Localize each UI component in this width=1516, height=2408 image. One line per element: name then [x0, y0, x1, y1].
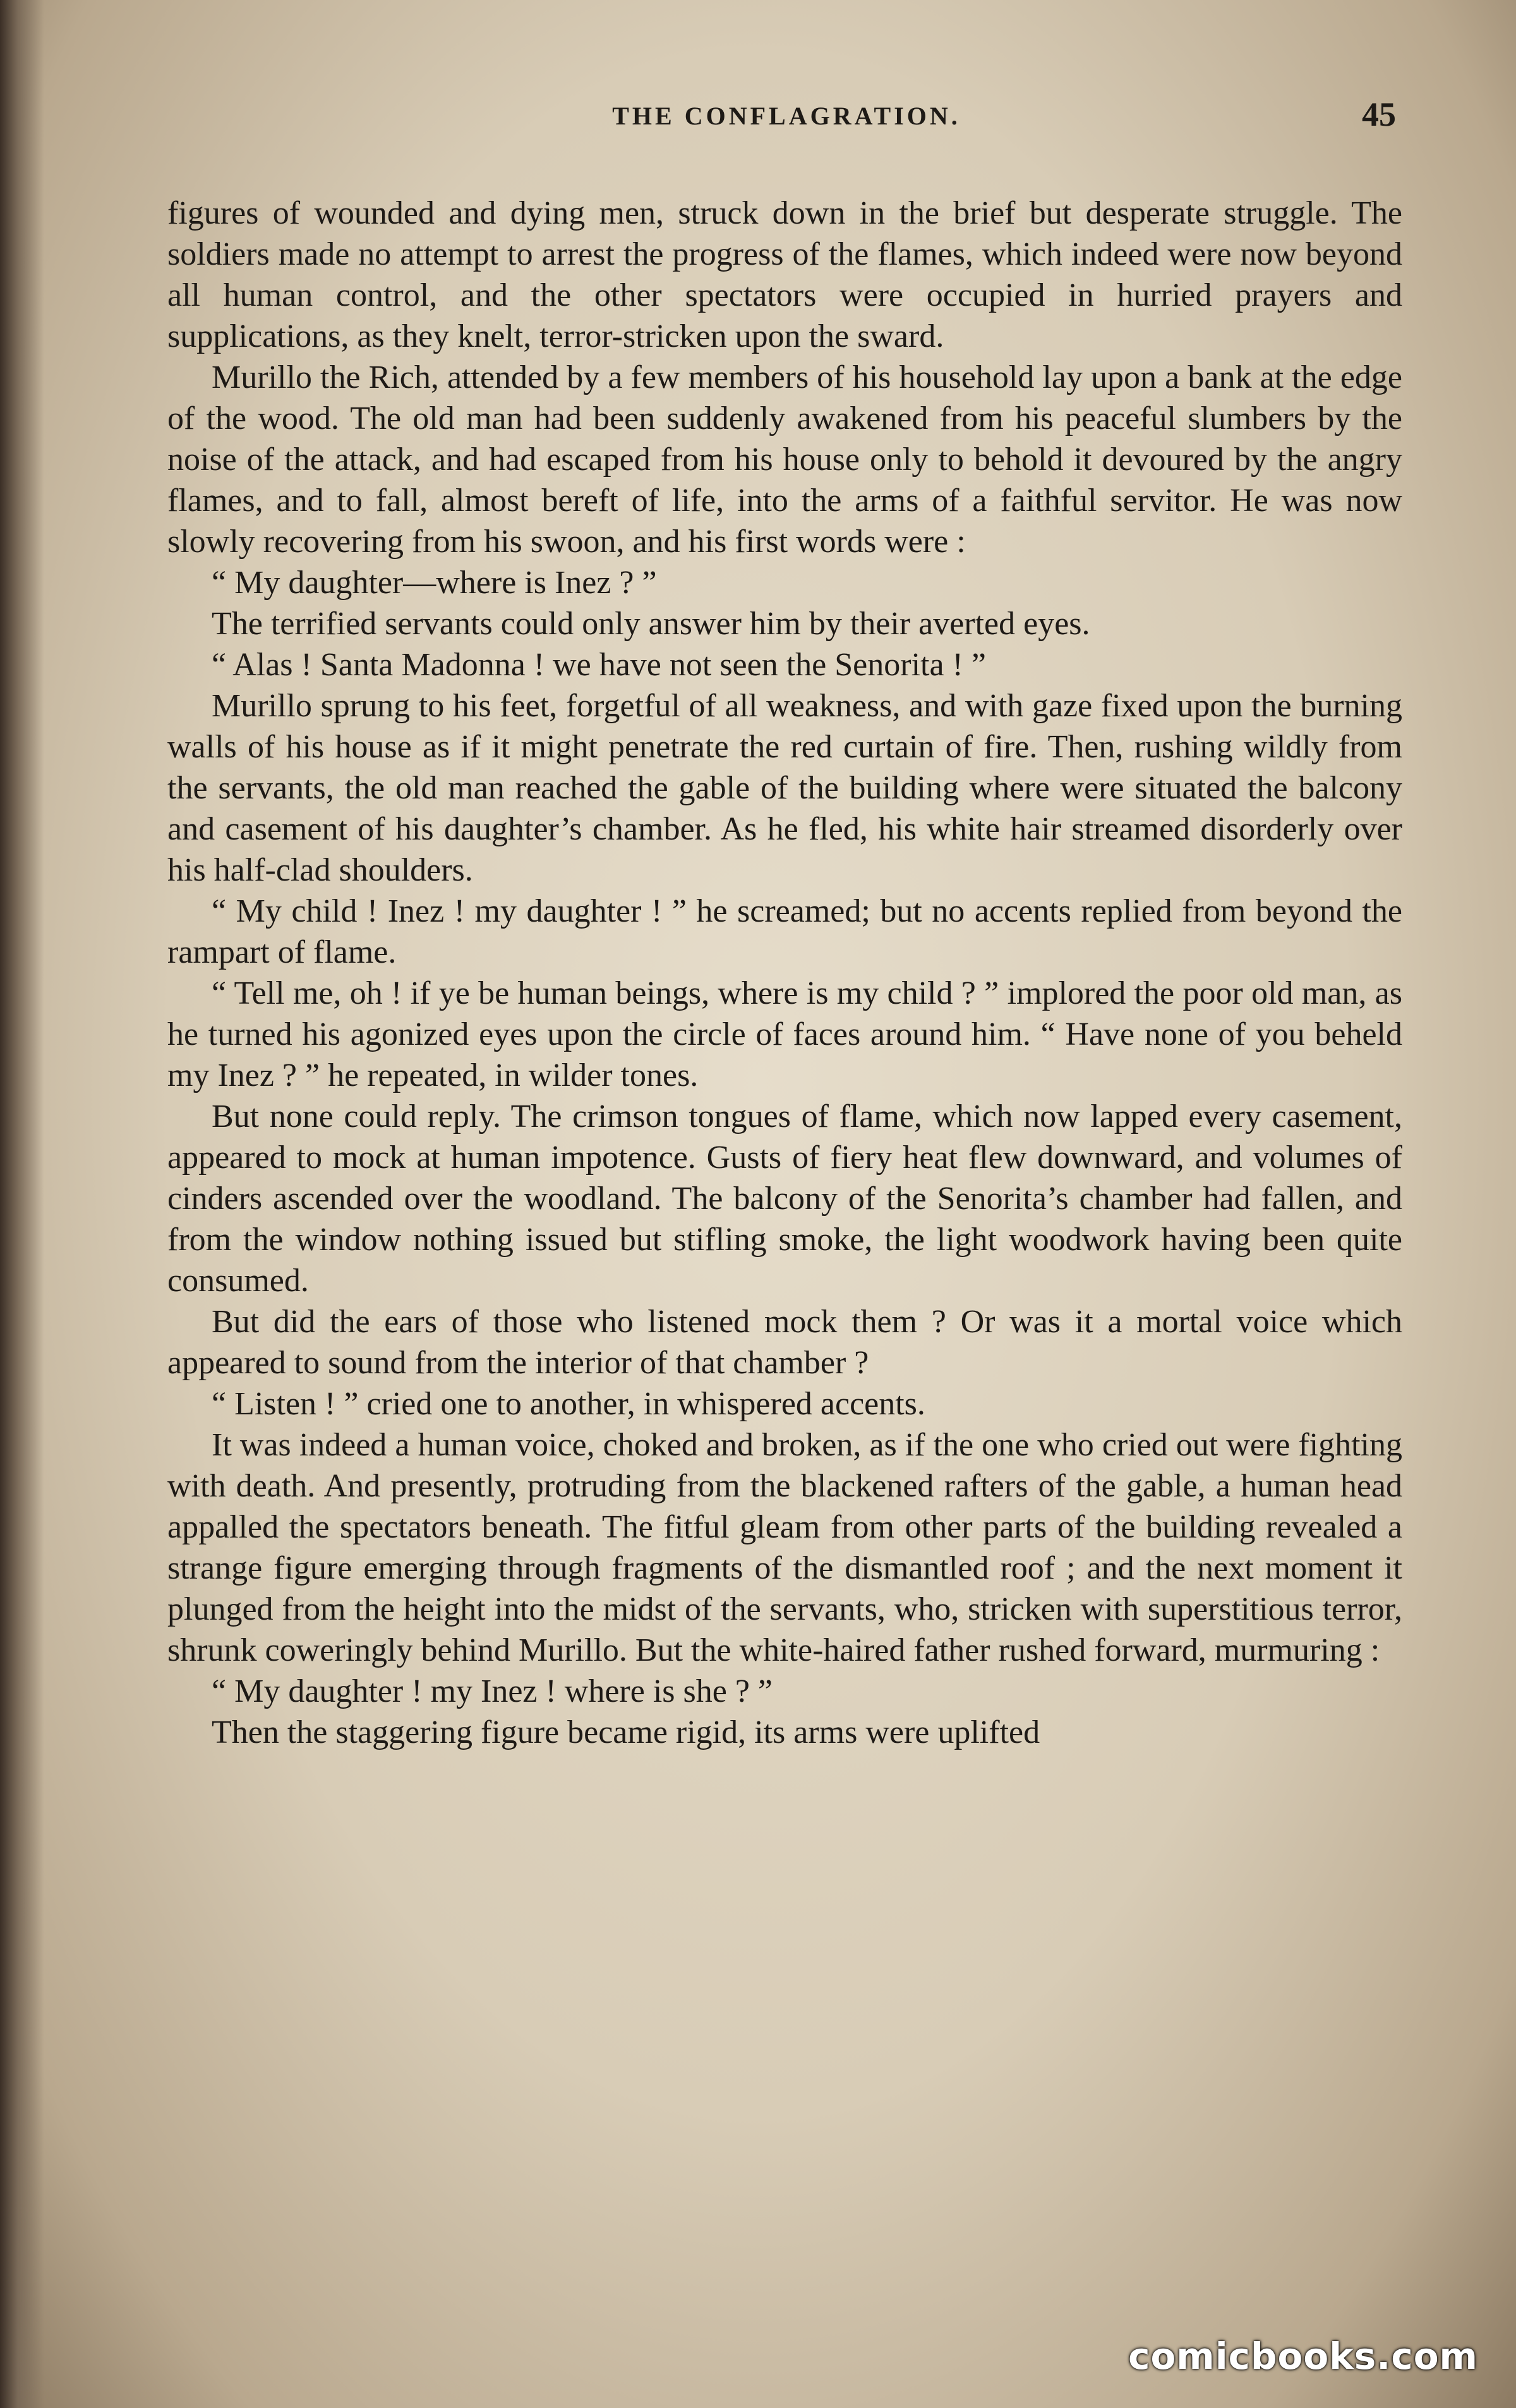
paragraph: figures of wounded and dying men, struck down in the brief but desperate struggle. The soldiers made no attempt to arrest the progress of the flames, which indeed were now beyond all human control, and the other spectators were occupied in hurried prayers and supplications, as they knelt, terror-stricken upon the sward. — [167, 195, 1402, 354]
paragraph: “ My daughter—where is Inez ? ” — [212, 565, 657, 601]
chapter-title: THE CONFLAGRATION. — [612, 102, 961, 130]
paragraph: “ Alas ! Santa Madonna ! we have not seen the Senorita ! ” — [212, 647, 986, 683]
paragraph: But did the ears of those who listened mock them ? Or was it a mortal voice which appeared to sound from the interior of that chamber ? — [167, 1304, 1402, 1381]
paragraph: But none could reply. The crimson tongues of flame, which now lapped every casement, appeared to mock at human impotence. Gusts of fiery heat flew downward, and volumes of cinders ascended over the woodland. The balcony of the Senorita’s chamber had fallen, and from the window nothing issued but stifling smoke, the light woodwork having been quite consumed. — [167, 1099, 1402, 1299]
running-head — [171, 95, 1402, 145]
paragraph: The terrified servants could only answer him by their averted eyes. — [212, 606, 1090, 642]
paragraph: Murillo the Rich, attended by a few members of his household lay upon a bank at the edge of the wood. The old man had been suddenly awakened from his peaceful slumbers by the noise of the attack, and had escaped from his house only to behold it devoured by the angry flames, and to fall, almost bereft of life, into the arms of a faithful servitor. He was now slowly recovering from his swoon, and his first words were : — [167, 359, 1402, 560]
page-number: 45 — [1362, 95, 1396, 133]
paragraph: “ My child ! Inez ! my daughter ! ” he screamed; but no accents replied from beyond the rampart of flame. — [167, 893, 1402, 970]
page-edge-shadow — [0, 0, 44, 2408]
paragraph: Murillo sprung to his feet, forgetful of all weakness, and with gaze fixed upon the burning walls of his house as if it might penetrate the red curtain of fire. Then, rushing wildly from the servants, the old man reached the gable of the building where were situated the balcony and casement of his daughter’s chamber. As he fled, his white hair streamed disorderly over his half-clad shoulders. — [167, 688, 1402, 888]
paragraph: “ My daughter ! my Inez ! where is she ? ” — [212, 1673, 773, 1709]
paragraph: Then the staggering figure became rigid, its arms were uplifted — [212, 1714, 1040, 1750]
body-text — [167, 193, 1402, 1753]
site-watermark: comicbooks.com — [1128, 2335, 1478, 2378]
paragraph: It was indeed a human voice, choked and broken, as if the one who cried out were fighting with death. And presently, protruding from the blackened rafters of the gable, a human head appalled the spectators beneath. The fitful gleam from other parts of the building revealed a strange figure emerging through fragments of the dismantled roof ; and the next moment it plunged from the height into the midst of the servants, who, stricken with superstitious terror, shrunk coweringly behind Murillo. But the white-haired father rushed forward, murmuring : — [167, 1427, 1402, 1668]
paragraph: “ Tell me, oh ! if ye be human beings, where is my child ? ” implored the poor old man, as he turned his agonized eyes upon the circle of faces around him. “ Have none of you beheld my Inez ? ” he repeated, in wilder tones. — [167, 975, 1402, 1093]
paragraph: “ Listen ! ” cried one to another, in whispered accents. — [212, 1386, 925, 1422]
